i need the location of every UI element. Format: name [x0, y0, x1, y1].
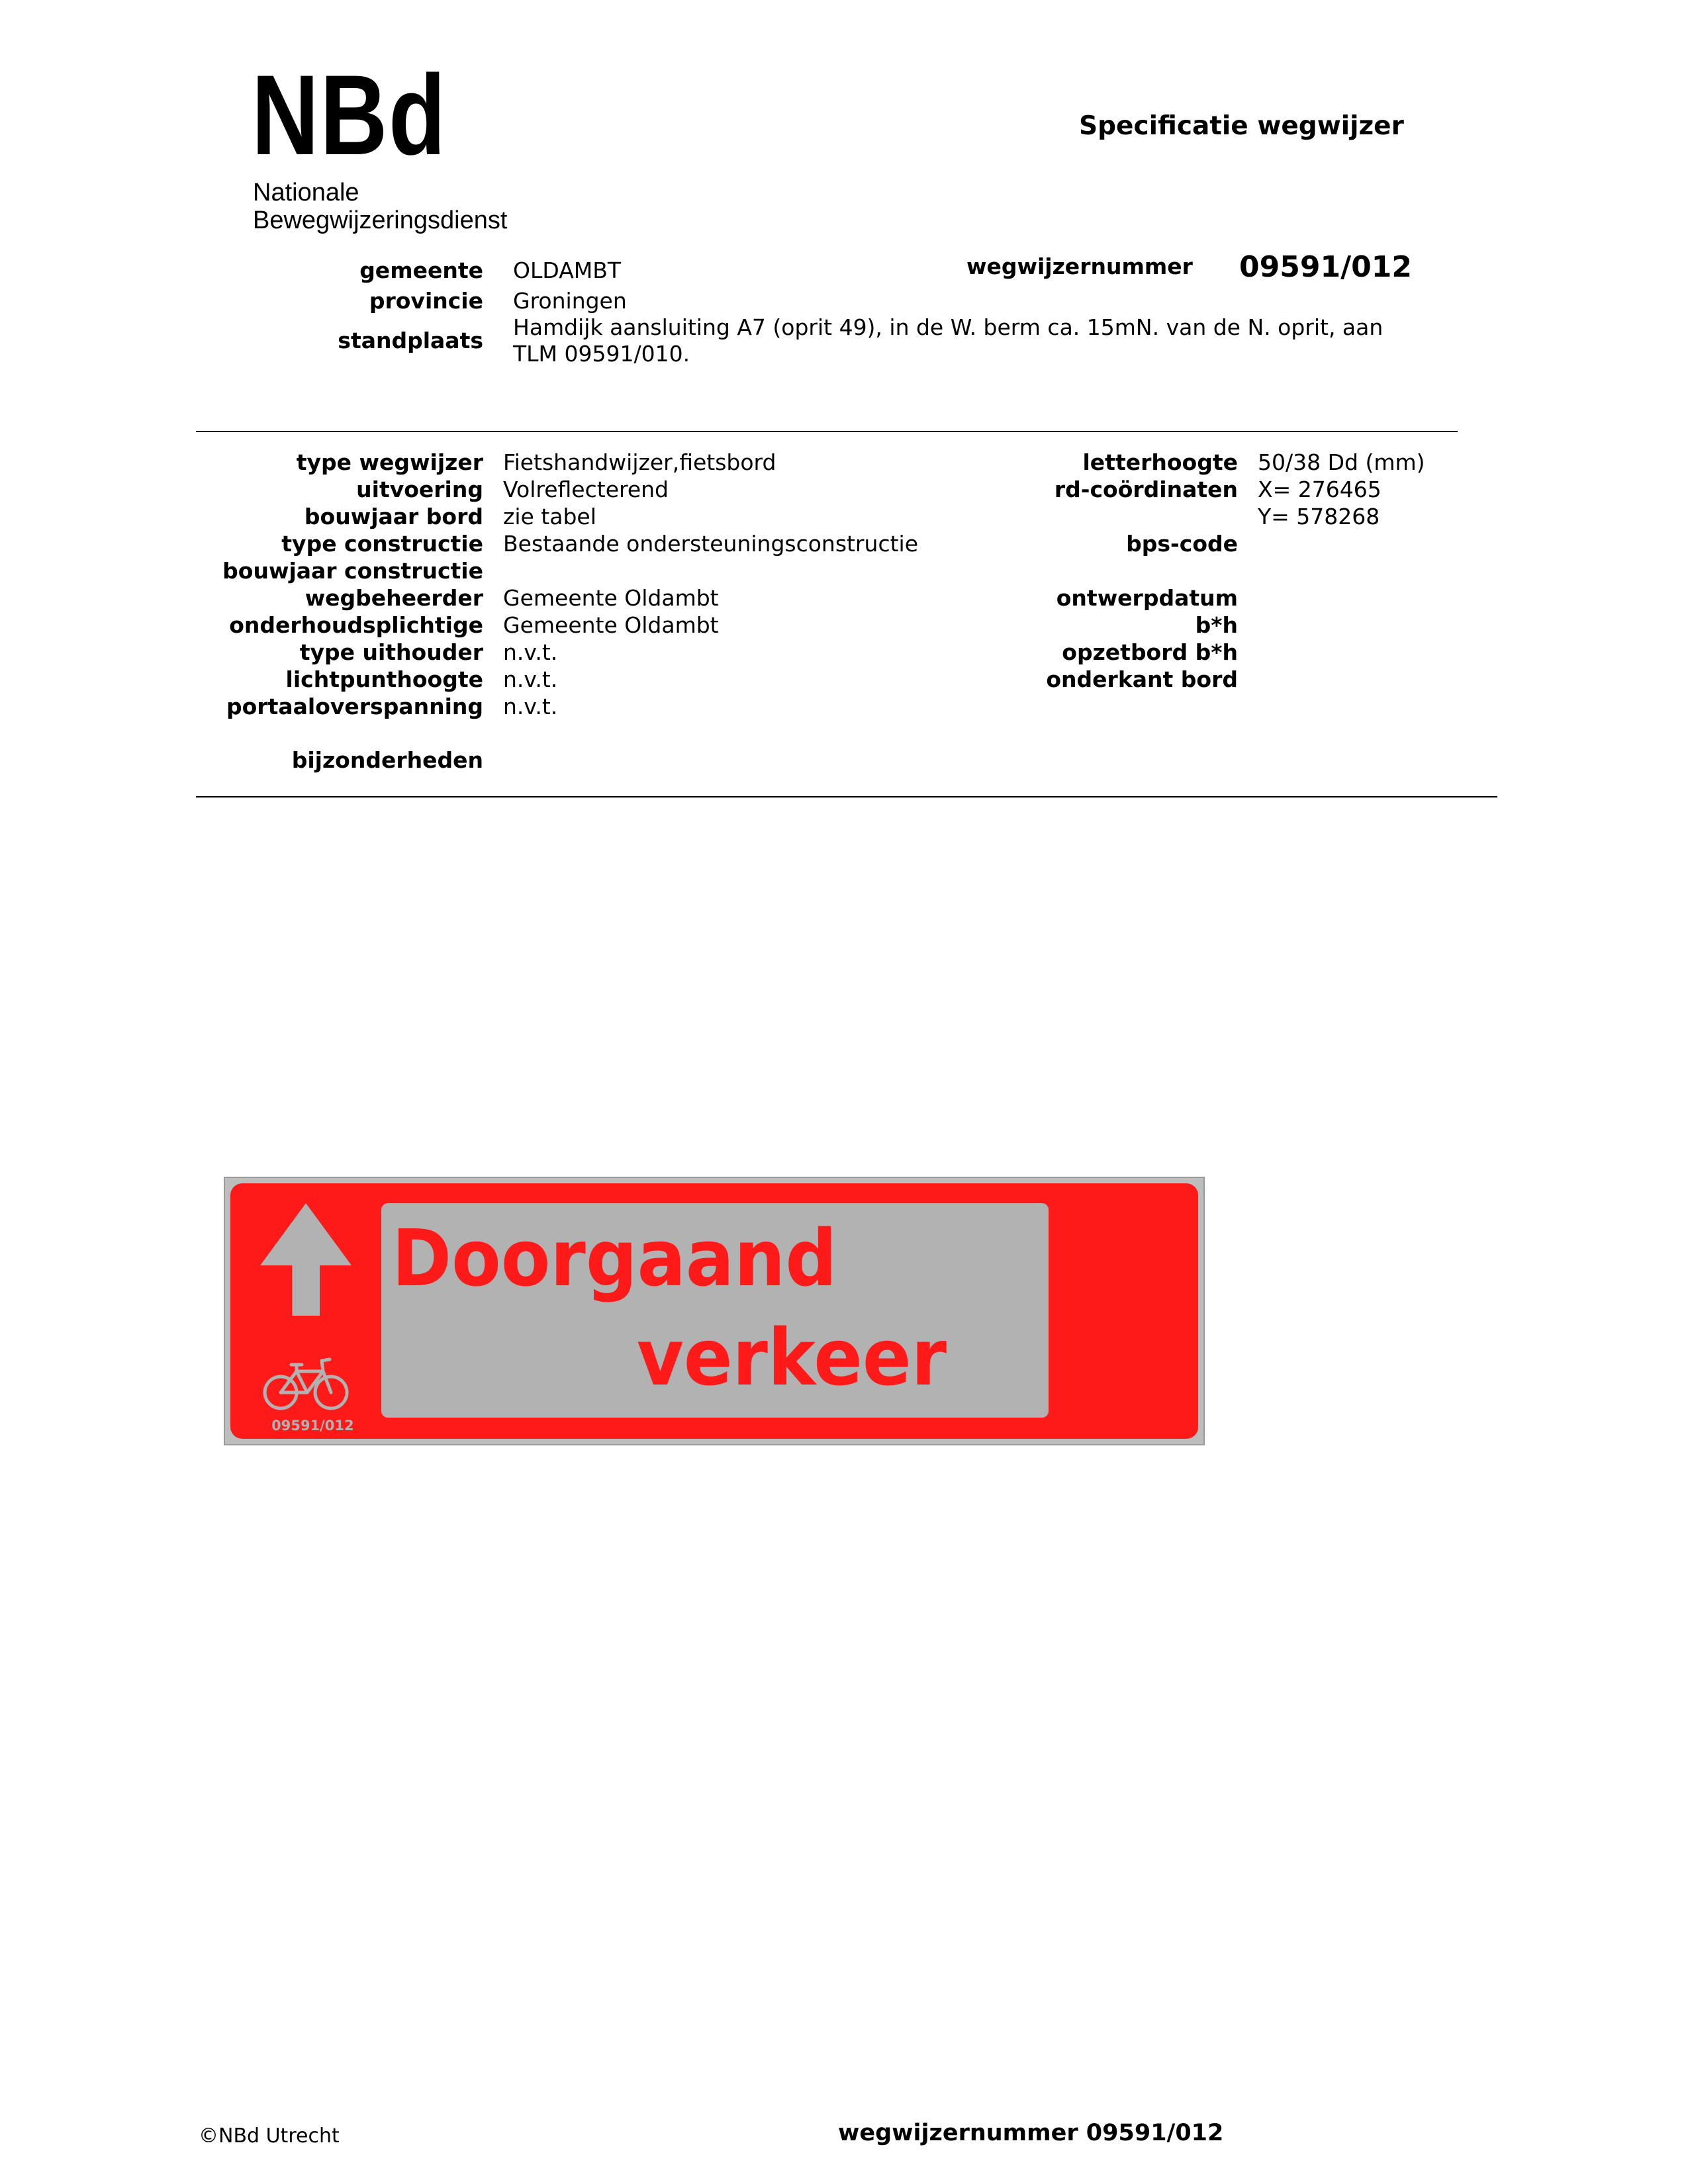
letterhoogte-label: letterhoogte [1082, 449, 1238, 475]
logo-line2: Bewegwijzeringsdienst [253, 206, 508, 234]
uitvoering-label: uitvoering [356, 477, 483, 502]
rd-x-value: X= 276465 [1258, 477, 1382, 502]
opzetbord-label: opzetbord b*h [1062, 639, 1238, 665]
wegwijzernummer-value: 09591/012 [1239, 250, 1412, 284]
wegbeheerder-label: wegbeheerder [305, 585, 483, 611]
type-uithouder-value: n.v.t. [503, 639, 558, 665]
type-wegwijzer-label: type wegwijzer [296, 449, 483, 475]
wegwijzernummer-label: wegwijzernummer [966, 253, 1193, 279]
type-wegwijzer-value: Fietshandwijzer,fietsbord [503, 449, 776, 475]
bijzonderheden-label: bijzonderheden [291, 747, 483, 773]
ontwerpdatum-label: ontwerpdatum [1056, 585, 1238, 611]
standplaats-line1: Hamdijk aansluiting A7 (oprit 49), in de W. berm ca. 15mN. van de N. oprit, aan [513, 314, 1383, 340]
bxh-label: b*h [1195, 612, 1238, 638]
page-title: Specificatie wegwijzer [1079, 111, 1404, 141]
portaaloverspanning-value: n.v.t. [503, 694, 558, 719]
bicycle-icon [261, 1355, 351, 1411]
divider-bottom [196, 796, 1497, 797]
bouwjaar-bord-value: zie tabel [503, 504, 596, 529]
onderhoudsplichtige-label: onderhoudsplichtige [229, 612, 483, 638]
onderkant-bord-label: onderkant bord [1046, 666, 1238, 692]
gemeente-label: gemeente [359, 257, 483, 283]
type-constructie-value: Bestaande ondersteuningsconstructie [503, 531, 918, 557]
gemeente-value: OLDAMBT [513, 257, 622, 283]
divider-top [196, 431, 1458, 432]
sign-line1: Doorgaand [392, 1212, 837, 1304]
footer-wegwijzernummer: wegwijzernummer 09591/012 [838, 2120, 1224, 2146]
lichtpunthoogte-value: n.v.t. [503, 666, 558, 692]
logo-line1: Nationale [253, 179, 359, 206]
rd-y-value: Y= 578268 [1258, 504, 1380, 529]
bouwjaar-constructie-label: bouwjaar constructie [222, 558, 483, 584]
lichtpunthoogte-label: lichtpunthoogte [285, 666, 483, 692]
footer-copyright: ©NBd Utrecht [199, 2124, 340, 2148]
type-uithouder-label: type uithouder [299, 639, 483, 665]
wegbeheerder-value: Gemeente Oldambt [503, 585, 719, 611]
onderhoudsplichtige-value: Gemeente Oldambt [503, 612, 719, 638]
provincie-label: provincie [369, 288, 483, 314]
portaaloverspanning-label: portaaloverspanning [226, 694, 483, 719]
sign-number: 09591/012 [271, 1418, 354, 1433]
uitvoering-value: Volreflecterend [503, 477, 669, 502]
provincie-value: Groningen [513, 288, 627, 314]
standplaats-label: standplaats [338, 328, 483, 353]
rd-coordinaten-label: rd-coördinaten [1054, 477, 1238, 502]
bps-code-label: bps-code [1126, 531, 1238, 557]
type-constructie-label: type constructie [281, 531, 483, 557]
letterhoogte-value: 50/38 Dd (mm) [1258, 449, 1425, 475]
logo-mark: NBd [252, 52, 447, 179]
standplaats-line2: TLM 09591/010. [513, 341, 690, 367]
bouwjaar-bord-label: bouwjaar bord [304, 504, 483, 529]
sign-line2: verkeer [637, 1312, 947, 1403]
arrow-up-icon [255, 1199, 357, 1318]
